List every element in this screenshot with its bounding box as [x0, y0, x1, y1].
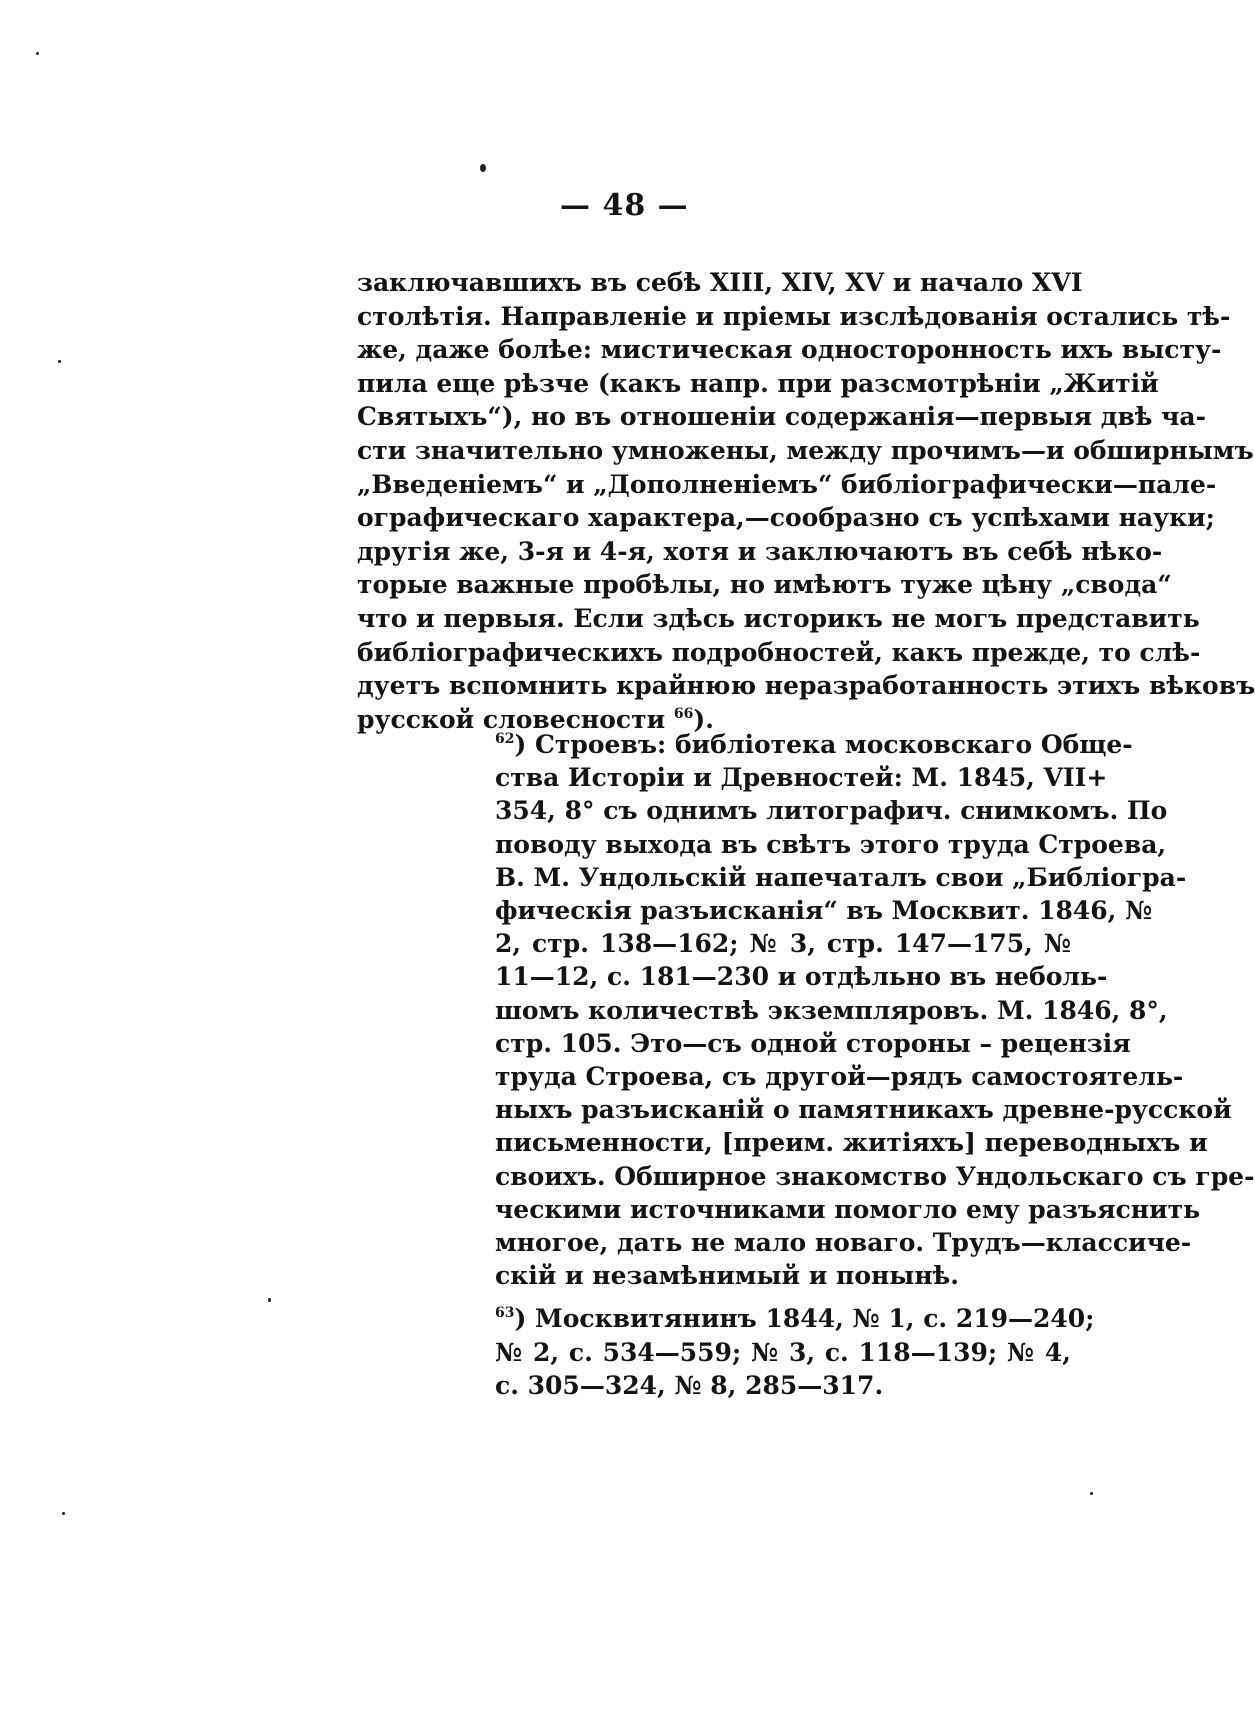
scan-speck: [62, 1512, 65, 1515]
main-line: столѣтія. Направленіе и пріемы изслѣдованія остались тѣ-: [357, 301, 1231, 331]
scan-speck: [480, 164, 486, 172]
footnote-ref-66: 66: [673, 705, 694, 722]
footnote-line: своихъ. Обширное знакомство Ундольскаго съ гре-: [495, 1161, 1255, 1191]
footnote-marker: 63: [495, 1305, 515, 1322]
main-line: что и первыя. Если здѣсь историкъ не могъ представить: [357, 603, 1200, 633]
main-line: торые важные пробѣлы, но имѣютъ туже цѣну „свода“: [357, 570, 1172, 600]
main-line: пила еще рѣзче (какъ напр. при разсмотрѣніи „Житій: [357, 368, 1159, 398]
footnote-line: ческими источниками помогло ему разъяснить: [495, 1194, 1201, 1224]
footnote-line: [495, 728, 1133, 761]
footnote-line-text: ) Москвитянинъ 1844, № 1, с. 219—240;: [514, 1304, 1095, 1334]
main-line: сти значительно умножены, между прочимъ—и обширнымъ: [357, 435, 1254, 465]
footnote-line: В. М. Ундольскій напечаталъ свои „Библіогра-: [495, 862, 1187, 892]
main-line-end: ).: [693, 704, 714, 734]
main-line: дуетъ вспомнить крайнюю неразработанность этихъ вѣковъ: [357, 671, 1255, 701]
page-number: — 48 —: [560, 188, 689, 223]
footnote-line: ныхъ разъисканій о памятникахъ древне-русской: [495, 1095, 1232, 1125]
scan-speck: [1090, 1492, 1093, 1495]
footnote-line: 354, 8° съ однимъ литографич. снимкомъ. По: [495, 796, 1168, 826]
footnote-line: ства Исторіи и Древностей: М. 1845, VII+: [495, 763, 1108, 793]
footnote-62: [495, 728, 1255, 1292]
scan-speck: [36, 52, 39, 55]
footnote-line: 2, стр. 138—162; № 3, стр. 147—175, №: [495, 929, 1071, 959]
footnote-line: труда Строева, съ другой—рядъ самостоятель-: [495, 1062, 1184, 1092]
footnote-marker: 62: [495, 731, 515, 747]
footnote-line: письменности, [преим. житіяхъ] переводныхъ и: [495, 1128, 1208, 1158]
main-line: заключавшихъ въ себѣ XIII, XIV, XV и начало XVI: [357, 268, 1083, 297]
footnote-line: шомъ количествѣ экземпляровъ. М. 1846, 8°,: [495, 995, 1168, 1025]
footnote-line: 11—12, с. 181—230 и отдѣльно въ неболь-: [495, 962, 1108, 992]
main-line: ографическаго характера,—сообразно съ успѣхами науки;: [357, 503, 1215, 533]
footnote-line: с. 305—324, № 8, 285—317.: [495, 1370, 884, 1400]
footnote-63: [495, 1302, 1095, 1402]
main-line: Святыхъ“), но въ отношеніи содержанія—первыя двѣ ча-: [357, 402, 1206, 432]
main-line: библіографическихъ подробностей, какъ прежде, то слѣ-: [357, 637, 1201, 667]
main-line: же, даже болѣе: мистическая односторонность ихъ высту-: [357, 335, 1222, 365]
footnote-line: скій и незамѣнимый и понынѣ.: [495, 1261, 959, 1291]
footnote-line: многое, дать не мало новаго. Трудъ—классиче-: [495, 1228, 1192, 1258]
scan-speck: [58, 360, 61, 363]
scan-speck: [268, 1298, 271, 1302]
footnote-line: поводу выхода въ свѣтъ этого труда Строева,: [495, 829, 1167, 859]
footnotes-block: [495, 728, 1255, 1402]
footnote-line: стр. 105. Это—съ одной стороны – рецензія: [495, 1028, 1131, 1058]
footnote-line: [495, 1302, 1095, 1335]
main-line: другія же, 3-я и 4-я, хотя и заключаютъ въ себѣ нѣко-: [357, 536, 1163, 566]
footnote-line: № 2, с. 534—559; № 3, с. 118—139; № 4,: [495, 1337, 1071, 1367]
footnote-line: фическія разъисканія“ въ Москвит. 1846, №: [495, 896, 1153, 926]
main-line: „Введеніемъ“ и „Дополненіемъ“ библіографически—пале-: [357, 469, 1217, 499]
main-line-text: русской словесности: [357, 704, 666, 734]
footnote-line-text: ) Строевъ: библіотека московскаго Обще-: [514, 730, 1133, 759]
main-paragraph: [357, 266, 1255, 736]
